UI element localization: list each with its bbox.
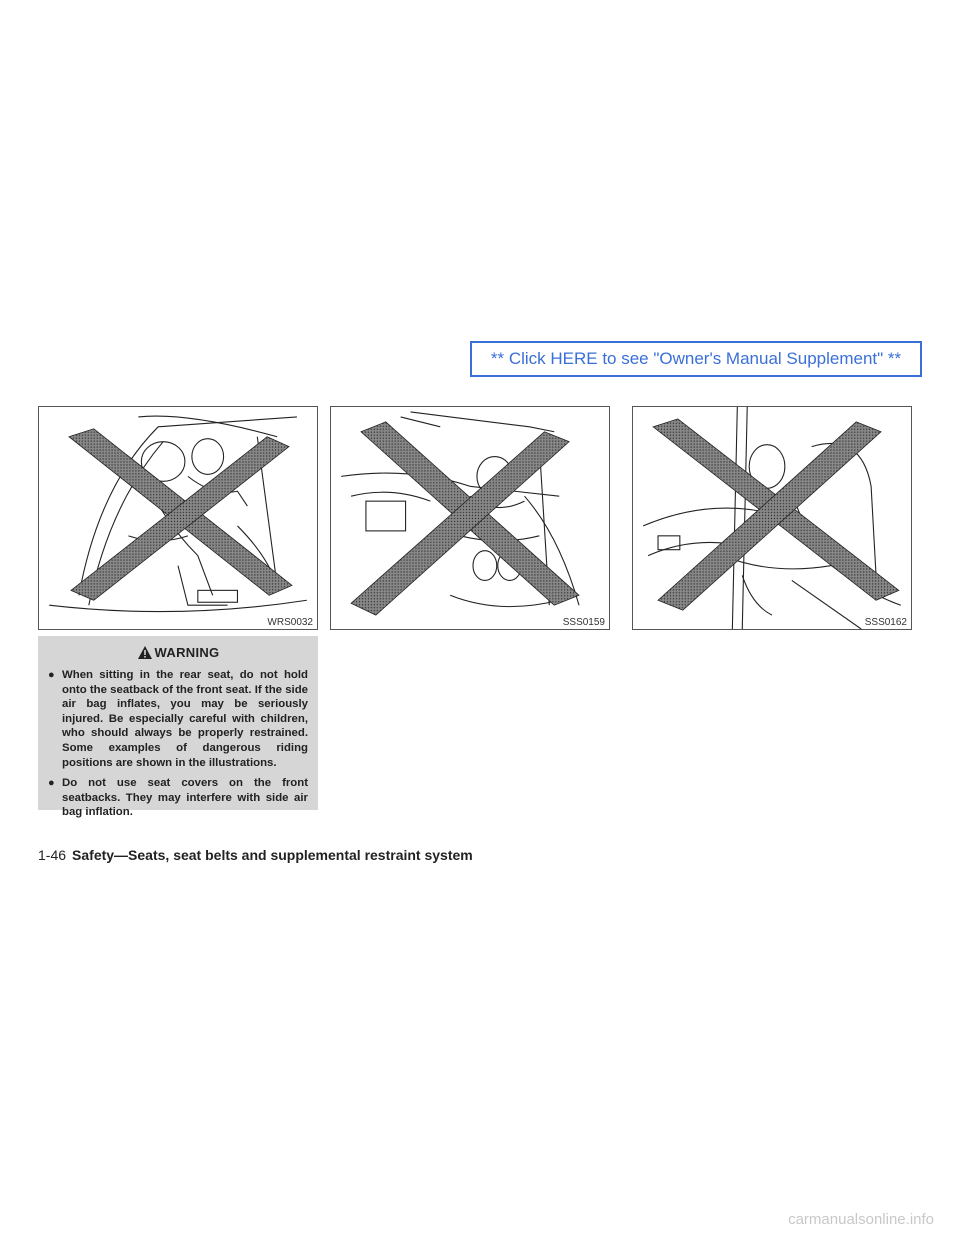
watermark: carmanualsonline.info [788,1211,934,1228]
warning-item [48,776,308,820]
illustration-rear-seat-holding-seatback [38,406,318,630]
bullet-mark: ● [48,777,55,790]
warning-box [38,636,318,819]
warning-triangle-icon [137,645,153,660]
illustration-child-front-seat [330,406,610,630]
bullet-mark: ● [48,669,55,681]
door-lean-illustration-drawing [633,407,911,629]
page-footer [38,847,473,863]
figure-code: WRS0032 [267,617,313,628]
owners-manual-supplement-link[interactable]: ** Click HERE to see "Owner's Manual Supplement" ** [470,341,922,377]
figure-code: SSS0159 [562,617,605,628]
rear-seat-illustration-drawing [39,407,317,629]
warning-heading [48,642,308,662]
warning-item-text: When sitting in the rear seat, do not hold onto the seatback of the front seat. If the side air bag inflates, you may be seriously injured. Be especially careful with children, who should always be properly restrained. Some examples of dangerous riding positions are shown in the illustrations. [62,669,308,769]
illustration-passenger-leaning-on-door [632,406,912,630]
warning-title: WARNING [154,644,220,660]
warning-list [48,668,308,820]
warning-item [48,668,308,770]
warning-item-text: Do not use seat covers on the front seatbacks. They may interfere with side air bag inflation. [62,777,308,819]
page-number: 1-46 [38,847,67,863]
section-title: Safety—Seats, seat belts and supplemental restraint system [72,847,473,863]
figure-code: SSS0162 [864,617,907,628]
front-seat-illustration-drawing [331,407,609,629]
